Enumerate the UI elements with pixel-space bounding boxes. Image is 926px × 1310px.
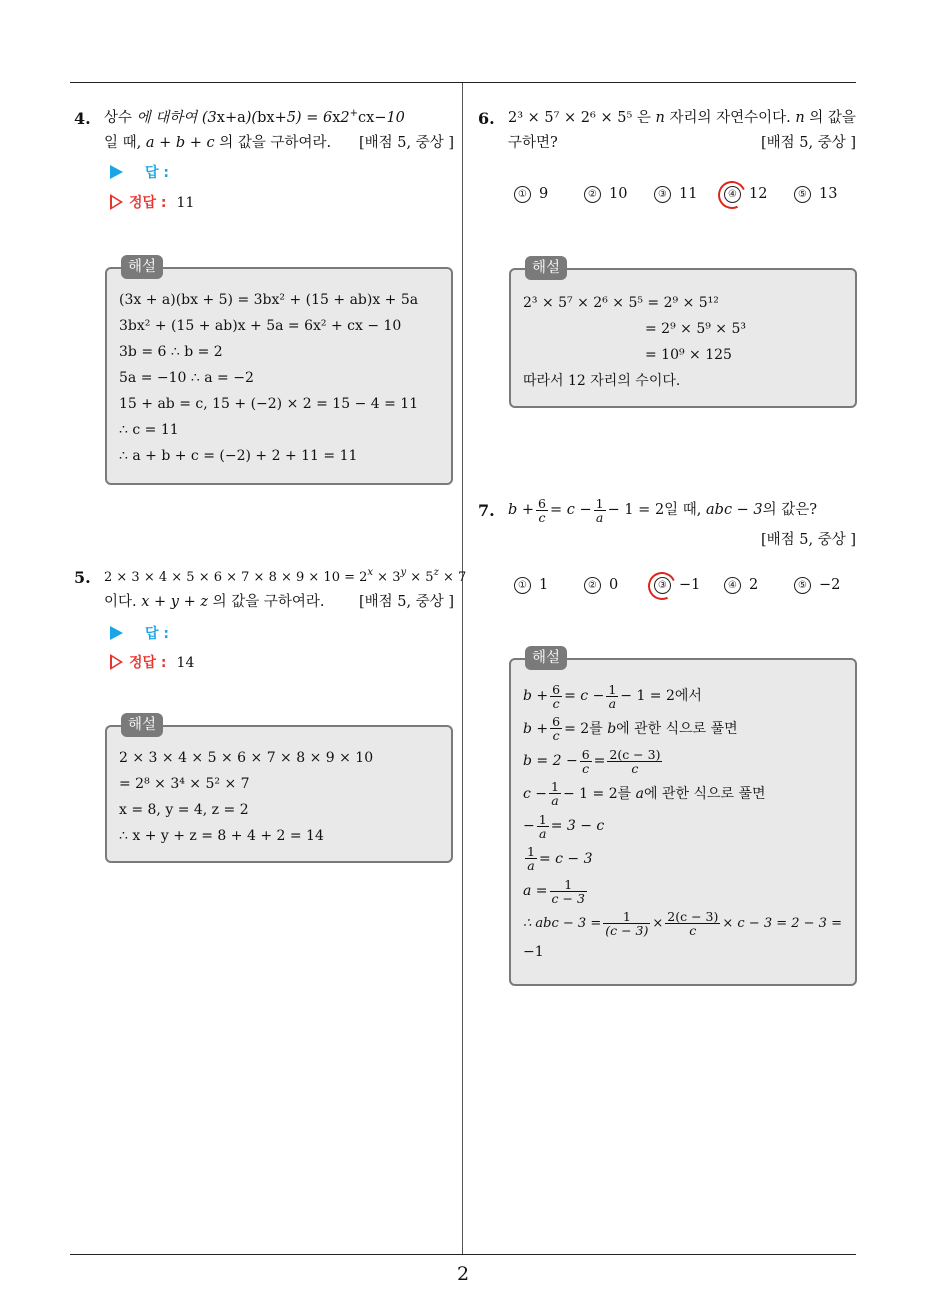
- solution-lines: [523, 290, 845, 394]
- problem-text-line2: 일 때, a + b + c 의 값을 구하여라. [배점 5, 중상 ]: [104, 131, 454, 156]
- correct-answer-row: [110, 652, 194, 672]
- correct-label: 정답 :: [129, 655, 167, 671]
- choice-2[interactable]: ② 0: [584, 577, 618, 594]
- choice-mark: ③: [654, 186, 671, 203]
- choice-mark: ①: [514, 186, 531, 203]
- solution-line: c − $\frac{1}{a}$ − 1 = 2를 a에 관한 식으로 풀면: [523, 779, 766, 808]
- problem-number: 4.: [74, 109, 91, 128]
- problem-text-line1: b + $\frac{6}{c}$ = c − $\frac{1}{a}$ − 1 = 2일 때, abc − 3의 값은?: [508, 495, 818, 525]
- points-label: [배점 5, 중상 ]: [760, 532, 856, 548]
- problem-6: [478, 106, 856, 156]
- choice-mark: ⑤: [794, 577, 811, 594]
- answer-label: 답 :: [145, 165, 169, 181]
- solution-line: b + $\frac{6}{c}$ = 2를 b에 관한 식으로 풀면: [523, 714, 738, 743]
- solution-box-7: [509, 650, 857, 986]
- problem-text-line1: 2³ × 5⁷ × 2⁶ × 5⁵ 은 n 자리의 자연수이다. n 의 값을: [508, 110, 856, 126]
- solution-tag: 해설: [121, 713, 163, 737]
- answer-arrow-icon: [110, 165, 123, 179]
- choice-mark: ④: [724, 577, 741, 594]
- correct-arrow-icon: [110, 654, 123, 670]
- header-rule: [70, 82, 856, 83]
- choice-mark: ②: [584, 186, 601, 203]
- solution-tag: 해설: [525, 646, 567, 670]
- problem-4: [74, 106, 454, 156]
- solution-lines: [523, 680, 845, 964]
- problem-number: 6.: [478, 109, 495, 128]
- solution-line: x = 8, y = 4, z = 2: [119, 802, 249, 818]
- choice-mark: ③: [654, 577, 671, 594]
- problem-text-line1: $2 \times 3 \times 4 \times 5 \times 6 \times 7 \times 8 \times 9 \times 10 = 2^x \times 3^y \times 5^z \times 7$: [104, 567, 467, 585]
- answer-row: [110, 623, 179, 643]
- problem-number: 5.: [74, 568, 91, 587]
- choices-7: [514, 577, 854, 599]
- solution-line: = 10⁹ × 125: [645, 347, 732, 363]
- solution-line: ∴ c = 11: [119, 422, 179, 438]
- problem-5: [74, 565, 467, 615]
- points-label: [배점 5, 중상 ]: [760, 135, 856, 151]
- solution-line: 따라서 12 자리의 수이다.: [523, 373, 681, 389]
- solution-line: = 2⁹ × 5⁹ × 5³: [645, 321, 747, 337]
- solution-line: ∴ a + b + c = (−2) + 2 + 11 = 11: [119, 448, 358, 464]
- solution-tag: 해설: [525, 256, 567, 280]
- solution-line: 3bx² + (15 + ab)x + 5a = 6x² + cx − 10: [119, 318, 402, 334]
- solution-line: 2³ × 5⁷ × 2⁶ × 5⁵ = 2⁹ × 5¹²: [523, 295, 719, 311]
- solution-line: b + $\frac{6}{c}$ = c − $\frac{1}{a}$ − 1 = 2에서: [523, 681, 702, 711]
- choice-mark: ④: [724, 186, 741, 203]
- choice-mark: ②: [584, 577, 601, 594]
- choice-3[interactable]: ③ 11: [654, 186, 697, 203]
- solution-box-5: [105, 717, 453, 863]
- problem-7: [478, 492, 856, 553]
- correct-answer-row: [110, 192, 194, 212]
- answer-label: 답 :: [145, 626, 169, 642]
- choice-5[interactable]: ⑤ 13: [794, 186, 837, 203]
- column-divider: [462, 83, 463, 1254]
- solution-line: (3x + a)(bx + 5) = 3bx² + (15 + ab)x + 5a: [119, 292, 419, 308]
- choice-2[interactable]: ② 10: [584, 186, 627, 203]
- solution-line: a = $\frac{1}{c - 3}$: [523, 876, 585, 906]
- solution-line: = 2⁸ × 3⁴ × 5² × 7: [119, 776, 250, 792]
- correct-label: 정답 :: [129, 195, 167, 211]
- solution-box-4: [105, 259, 453, 485]
- problem-text-line1: 상수 에 대하여 (3x+a)(bx+5) = 6x2+cx−10: [104, 108, 405, 126]
- solution-line: 5a = −10 ∴ a = −2: [119, 370, 254, 386]
- problem-text-line2: 이다. x + y + z 의 값을 구하여라. [배점 5, 중상 ]: [104, 590, 454, 615]
- selected-circle-icon: [644, 568, 680, 604]
- correct-value: 11: [176, 195, 195, 211]
- correct-value: 14: [176, 655, 195, 671]
- points-label: [배점 5, 중상 ]: [358, 135, 454, 151]
- selected-circle-icon: [714, 177, 750, 213]
- problem-text-line2: 구하면? [배점 5, 중상 ]: [508, 131, 856, 156]
- choices-6: [514, 186, 854, 208]
- choice-mark: ⑤: [794, 186, 811, 203]
- answer-row: [110, 162, 179, 182]
- solution-line: 2 × 3 × 4 × 5 × 6 × 7 × 8 × 9 × 10: [119, 750, 374, 766]
- choice-4[interactable]: ④ 2: [724, 577, 758, 594]
- solution-line: ∴ abc − 3 = $\frac{1}{(c - 3)}$ × $\frac{2(c - 3)}{c}$ × c − 3 = 2 − 3 =: [523, 908, 842, 938]
- page-number: 2: [456, 1263, 470, 1285]
- solution-line: ∴ x + y + z = 8 + 4 + 2 = 14: [119, 828, 324, 844]
- choice-1[interactable]: ① 1: [514, 577, 548, 594]
- choice-mark: ①: [514, 577, 531, 594]
- solution-lines: [119, 745, 441, 849]
- footer-rule: [70, 1254, 856, 1255]
- solution-lines: [119, 287, 441, 469]
- solution-line: 15 + ab = c, 15 + (−2) × 2 = 15 − 4 = 11: [119, 396, 419, 412]
- choice-3[interactable]: ③ −1: [654, 577, 700, 594]
- choice-4[interactable]: ④ 12: [724, 186, 767, 203]
- solution-tag: 해설: [121, 255, 163, 279]
- solution-line: $\frac{1}{a}$ = c − 3: [527, 844, 593, 873]
- problem-number: 7.: [478, 501, 495, 520]
- solution-line: b = 2 − $\frac{6}{c}$ = $\frac{2(c - 3)}{c}$: [523, 746, 661, 776]
- choice-5[interactable]: ⑤ −2: [794, 577, 840, 594]
- solution-line: −1: [523, 944, 544, 960]
- correct-arrow-icon: [110, 194, 123, 210]
- answer-arrow-icon: [110, 626, 123, 640]
- solution-line: 3b = 6 ∴ b = 2: [119, 344, 223, 360]
- solution-line: − $\frac{1}{a}$ = 3 − c: [523, 811, 605, 841]
- choice-1[interactable]: ① 9: [514, 186, 548, 203]
- solution-box-6: [509, 260, 857, 408]
- points-label: [배점 5, 중상 ]: [358, 594, 454, 610]
